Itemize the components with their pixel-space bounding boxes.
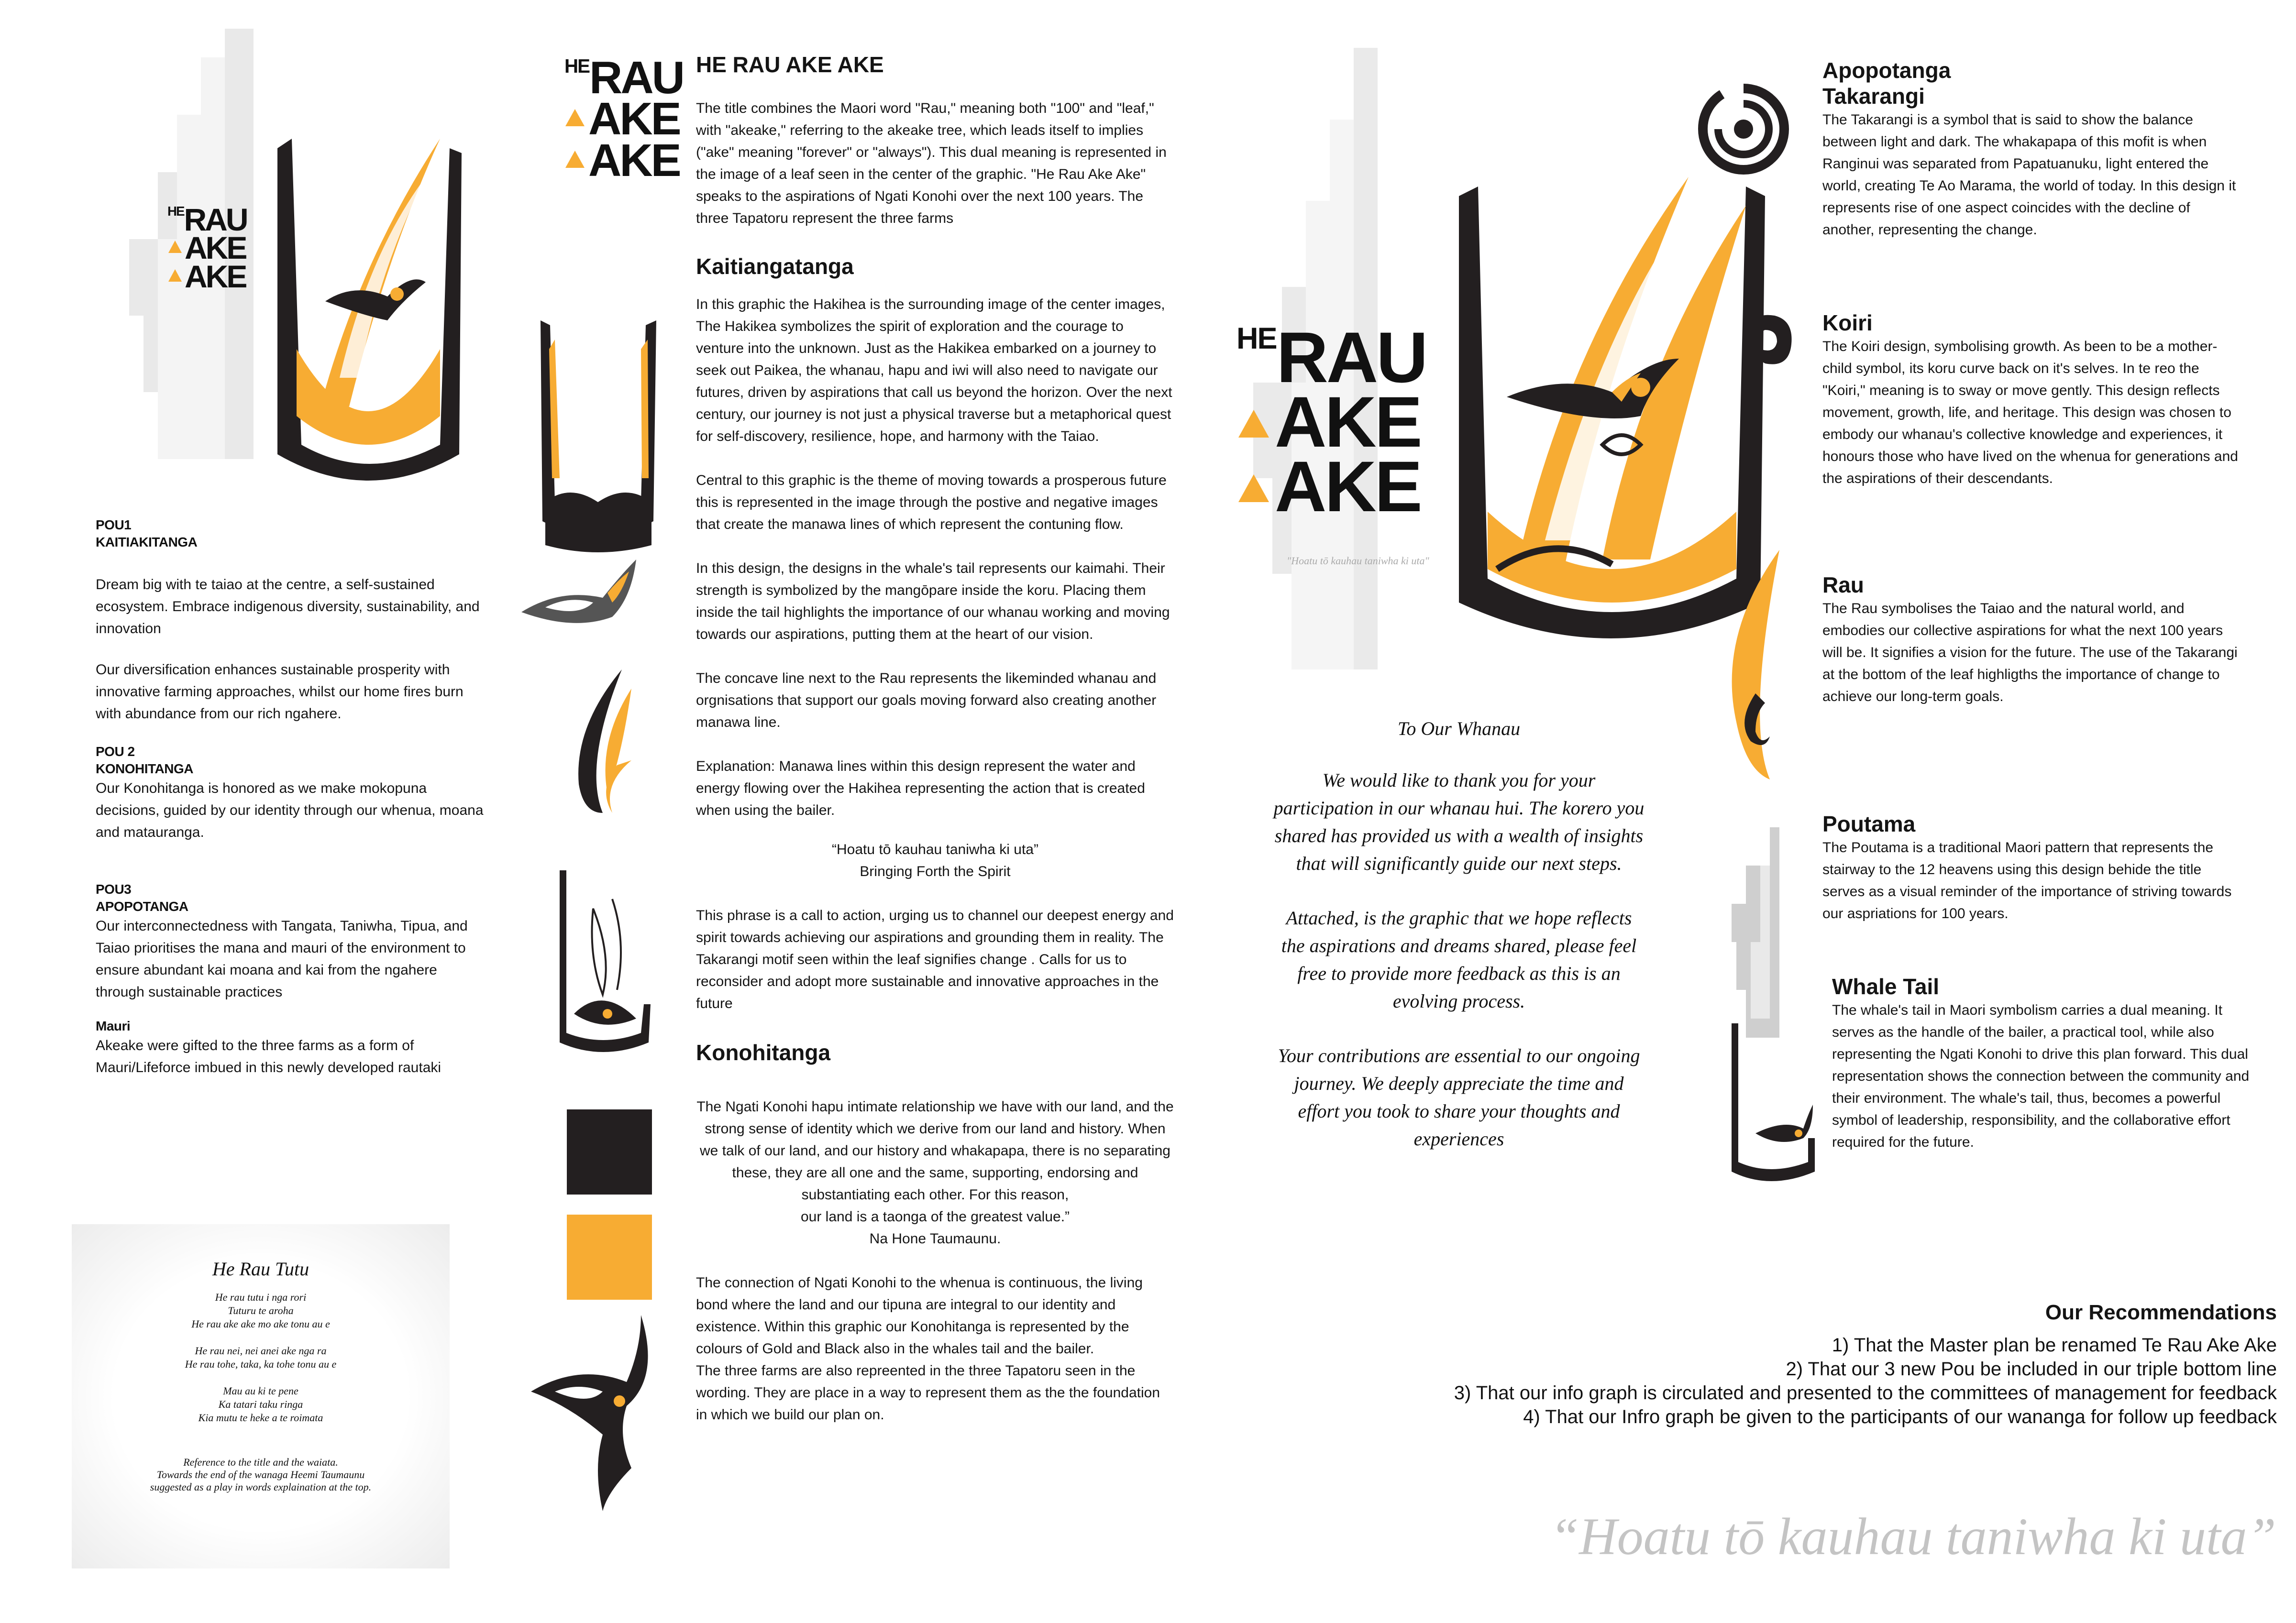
koiri-icon	[1732, 311, 1794, 426]
pou-3	[96, 881, 488, 1003]
pou-2	[96, 743, 488, 844]
waiata-title: He Rau Tutu	[212, 1258, 309, 1280]
three-farms-paragraph: The three farms are also repreented in the three Tapatoru seen in the wording. They are place in a way to represent them as the the foundation in which we build our plan on.	[696, 1363, 1160, 1423]
pou-2-para: Our Konohitanga is honored as we make mokopuna decisions, guided by our identity through our whenua, moana and matauranga.	[96, 780, 484, 840]
whale-tail-large-graphic	[521, 1310, 651, 1511]
recommendations-heading: Our Recommendations	[2045, 1301, 2277, 1324]
manawa-flow-explanation: Central to this graphic is the theme of moving towards a prosperous future this is represented in the image through the postive and negative images that create the manawa lines of which represent the contuning flow.	[696, 472, 1167, 532]
koiri-heading: Koiri	[1822, 310, 1873, 335]
recommendation-4: 4) That our Infro graph be given to the participants of our wananga for follow up feedback	[1523, 1406, 2277, 1427]
letter-greeting: To Our Whanau	[1397, 718, 1521, 739]
logo-large: $^{HE}$RAU AKE AKE	[1236, 317, 1426, 526]
pou-1	[96, 516, 488, 725]
symbol-koiri	[1822, 310, 2243, 490]
waiata-verse-3: Mau au ki te pene Ka tatari taku ringa Kia mutu te heke a te roimata	[198, 1385, 323, 1424]
letter-paragraph-2: Attached, is the graphic that we hope reflects the aspirations and dreams shared, please feel free to provide more feedback as this is an evolving process.	[1281, 907, 1637, 1012]
whale-tail-graphic	[517, 555, 641, 636]
logo-motto: "Hoatu tō kauhau taniwha ki uta"	[1287, 555, 1429, 567]
recommendation-3: 3) That our info graph is circulated and presented to the committees of management for feedback	[1454, 1382, 2277, 1404]
waiata-block	[72, 1224, 450, 1568]
pou-3-title: POU3	[96, 882, 132, 897]
whale-tail-explanation: In this design, the designs in the whale's tail represents our kaimahi. Their strength is symbolized by the mangōpare inside the koru. Placing them inside the tail highlights the importance of our whanau working and moving towards our aspirations, putting them at the heart of our vision.	[696, 560, 1170, 642]
pou-3-para: Our interconnectedness with Tangata, Taniwha, Tipua, and Taiao prioritises the mana and mauri of the environment to ensure abundant kai moana and kai from the ngahere through sustainable practices	[96, 918, 468, 1000]
waiata-verse-1: He rau tutu i nga rori Tuturu te aroha He rau ake ake mo ake tonu au e	[191, 1291, 330, 1330]
poutama-description: The Poutama is a traditional Maori pattern that represents the stairway to the 12 heavens using this design behide the title serves as a visual reminder of the importance of striving towards our aspriations for 100 years.	[1822, 840, 2232, 921]
takarangi-description: The Takarangi is a symbol that is said to show the balance between light and dark. The whakapapa of this mofit is when Ranginui was separated from Papatuanuku, light entered the world, creating Te Ao Marama, the world of today. In this design it represents rise of one aspect coincides with the decline of another, representing the change.	[1822, 112, 2236, 238]
pou-1-para-2: Our diversification enhances sustainable prosperity with innovative farming approaches, whilst our home fires burn with abundance from our rich ngahere.	[96, 662, 464, 722]
mauri	[96, 1018, 488, 1079]
rau-heading: Rau	[1822, 572, 1864, 597]
bailer-graphic-small	[268, 110, 469, 483]
title-explanation: The title combines the Maori word "Rau," meaning both "100" and "leaf," with "akeake," referring to the akeake tree, which leads itself to implies ("ake" meaning "forever" or "always"). This dual meaning is represented in the image of a leaf seen in the center of the graphic. "He Rau Ake Ake" speaks to the aspirations of Ngati Konohi over the next 100 years. The three Tapatoru represent the three farms	[696, 100, 1167, 226]
whale-tail-bailer-icon	[1727, 1023, 1818, 1186]
letter-paragraph-3: Your contributions are essential to our ongoing journey. We deeply appreciate the time and effort you took to share your thoughts and experiences	[1278, 1045, 1640, 1150]
logo-medium: $^{HE}$RAU AKE AKE	[564, 52, 683, 186]
phrase-quote: “Hoatu tō kauhau taniwha ki uta”	[832, 842, 1038, 857]
konohitanga-quote: The Ngati Konohi hapu intimate relationship we have with our land, and the strong sense of identity which we derive from our land and history. When we talk of our land, and our history and whakapapa, there is no separating these, they are all one and the same, supporting, endorsing and substantiating each other. For this reason,	[696, 1099, 1174, 1203]
pou-1-para-1: Dream big with te taiao at the centre, a self-sustained ecosystem. Embrace indigenous diversity, sustainability, and innovation	[96, 577, 480, 636]
koiri-description: The Koiri design, symbolising growth. As been to be a mother-child symbol, its koru curve back on it's selves. In te reo the "Koiri," meaning is to sway or move gently. This design reflects movement, growth, life, and heritage. This design was chosen to embody our whanau's collective knowledge and experiences, it honours those who have lived on the whenua for generations and the aspirations of their descendants.	[1822, 339, 2238, 486]
konohitanga-quote-author: Na Hone Taumaunu.	[869, 1231, 1001, 1247]
he-rau-ake-ake-heading: HE RAU AKE AKE	[696, 52, 884, 77]
recommendation-1: 1) That the Master plan be renamed Te Rau Ake Ake	[1832, 1335, 2277, 1356]
poutama-heading: Poutama	[1822, 812, 1916, 836]
hakihea-explanation: In this graphic the Hakihea is the surrounding image of the center images, The Hakikea symbolizes the spirit of exploration and the courage to venture into the unknown. Just as the Hakikea embarked on a journey to seek out Paikea, the whanau, hapu and iwi will also need to navigate our futures, driven by aspirations that call us beyond the horizon. Over the next century, our journey is not just a physical traverse but a metaphorical quest for self-discovery, resilience, hope, and harmony with the Taiao.	[696, 296, 1172, 444]
pou-3-subtitle: APOPOTANGA	[96, 899, 188, 914]
mauri-para: Akeake were gifted to the three farms as a form of Mauri/Lifeforce imbued in this newly developed rautaki	[96, 1038, 442, 1075]
concave-line-explanation: The concave line next to the Rau represents the likeminded whanau and orgnisations that support our goals moving forward also creating another manawa line.	[696, 670, 1157, 730]
pou-2-title: POU 2	[96, 744, 135, 759]
connection-paragraph: The connection of Ngati Konohi to the whenua is continuous, the living bond where the land and our tipuna are integral to our identity and existence. Within this graphic our Konohitanga is represented by the colours of Gold and Black also in the whales tail and the bailer.	[696, 1275, 1143, 1357]
poutama-icon	[1732, 827, 1789, 1038]
hakihea-outline-graphic	[531, 320, 665, 545]
letter-paragraph-1: We would like to thank you for your participation in our whanau hui. The korero you shared has provided us with a wealth of insights that will significantly guide our next steps.	[1273, 769, 1645, 874]
pou-1-title: POU1	[96, 517, 132, 532]
konohitanga-quote-end: our land is a taonga of the greatest value.”	[800, 1209, 1070, 1225]
phrase-translation: Bringing Forth the Spirit	[860, 864, 1011, 879]
waiata-verse-2: He rau nei, nei anei ake nga ra He rau tohe, taka, ka tohe tonu au e	[185, 1345, 337, 1370]
kaitiangatanga-heading: Kaitiangatanga	[696, 254, 854, 279]
letter-to-whanau	[1244, 717, 1674, 1153]
symbol-whale-tail	[1832, 974, 2253, 1153]
manawa-lines-explanation: Explanation: Manawa lines within this design represent the water and energy flowing over the Hakihea representing the action that is created when using the bailer.	[696, 758, 1145, 818]
pou-1-subtitle: KAITIAKITANGA	[96, 535, 198, 549]
logo-small: $^{HE}$RAU AKE AKE	[167, 202, 247, 294]
bailer-line-graphic	[555, 870, 655, 1052]
mauri-title: Mauri	[96, 1019, 131, 1033]
recommendations	[1244, 1301, 2277, 1429]
konohitanga-heading: Konohitanga	[696, 1040, 831, 1065]
recommendation-2: 2) That our 3 new Pou be included in our triple bottom line	[1786, 1359, 2277, 1380]
symbol-rau	[1822, 572, 2243, 708]
symbol-poutama	[1822, 811, 2243, 925]
apopotanga-heading: Apopotanga	[1822, 58, 1951, 83]
rau-leaf-outline-graphic	[564, 669, 641, 818]
black-swatch	[567, 1109, 652, 1195]
rau-leaf-icon	[1717, 550, 1789, 779]
pou-section	[96, 516, 488, 1079]
gold-swatch	[567, 1215, 652, 1300]
explanation-column	[696, 52, 1174, 1426]
whale-tail-heading: Whale Tail	[1832, 974, 1940, 999]
phrase-explanation: This phrase is a call to action, urging us to channel our deepest energy and spirit towards achieving our aspirations and grounding them in reality. The Takarangi motif seen within the leaf signifies change . Calls for us to reconsider and adopt more sustainable and innovative approaches in the future	[696, 908, 1174, 1011]
symbol-takarangi	[1822, 57, 2243, 241]
takarangi-icon	[1703, 88, 1784, 170]
footer-quote: “Hoatu tō kauhau taniwha ki uta”	[1550, 1507, 2276, 1566]
waiata-note: Reference to the title and the waiata. Towards the end of the wanaga Heemi Taumaunu suggested as a play in words explaination at the top.	[150, 1456, 372, 1493]
pou-2-subtitle: KONOHITANGA	[96, 761, 193, 776]
whale-tail-description: The whale's tail in Maori symbolism carries a dual meaning. It serves as the handle of the bailer, a practical tool, while also representing the Ngati Konohi to drive this plan forward. This dual representation shows the connection between the community and their environment. The whale's tail, thus, becomes a powerful symbol of leadership, responsibility, and the collaborative effort required for the future.	[1832, 1002, 2250, 1150]
rau-description: The Rau symbolises the Taiao and the natural world, and embodies our collective aspirations for what the next 100 years will be. It signifies a vision for the future. The use of the Takarangi at the bottom of the leaf highligths the importance of change to achieve our long-term goals.	[1822, 601, 2238, 704]
takarangi-heading: Takarangi	[1822, 84, 1925, 109]
